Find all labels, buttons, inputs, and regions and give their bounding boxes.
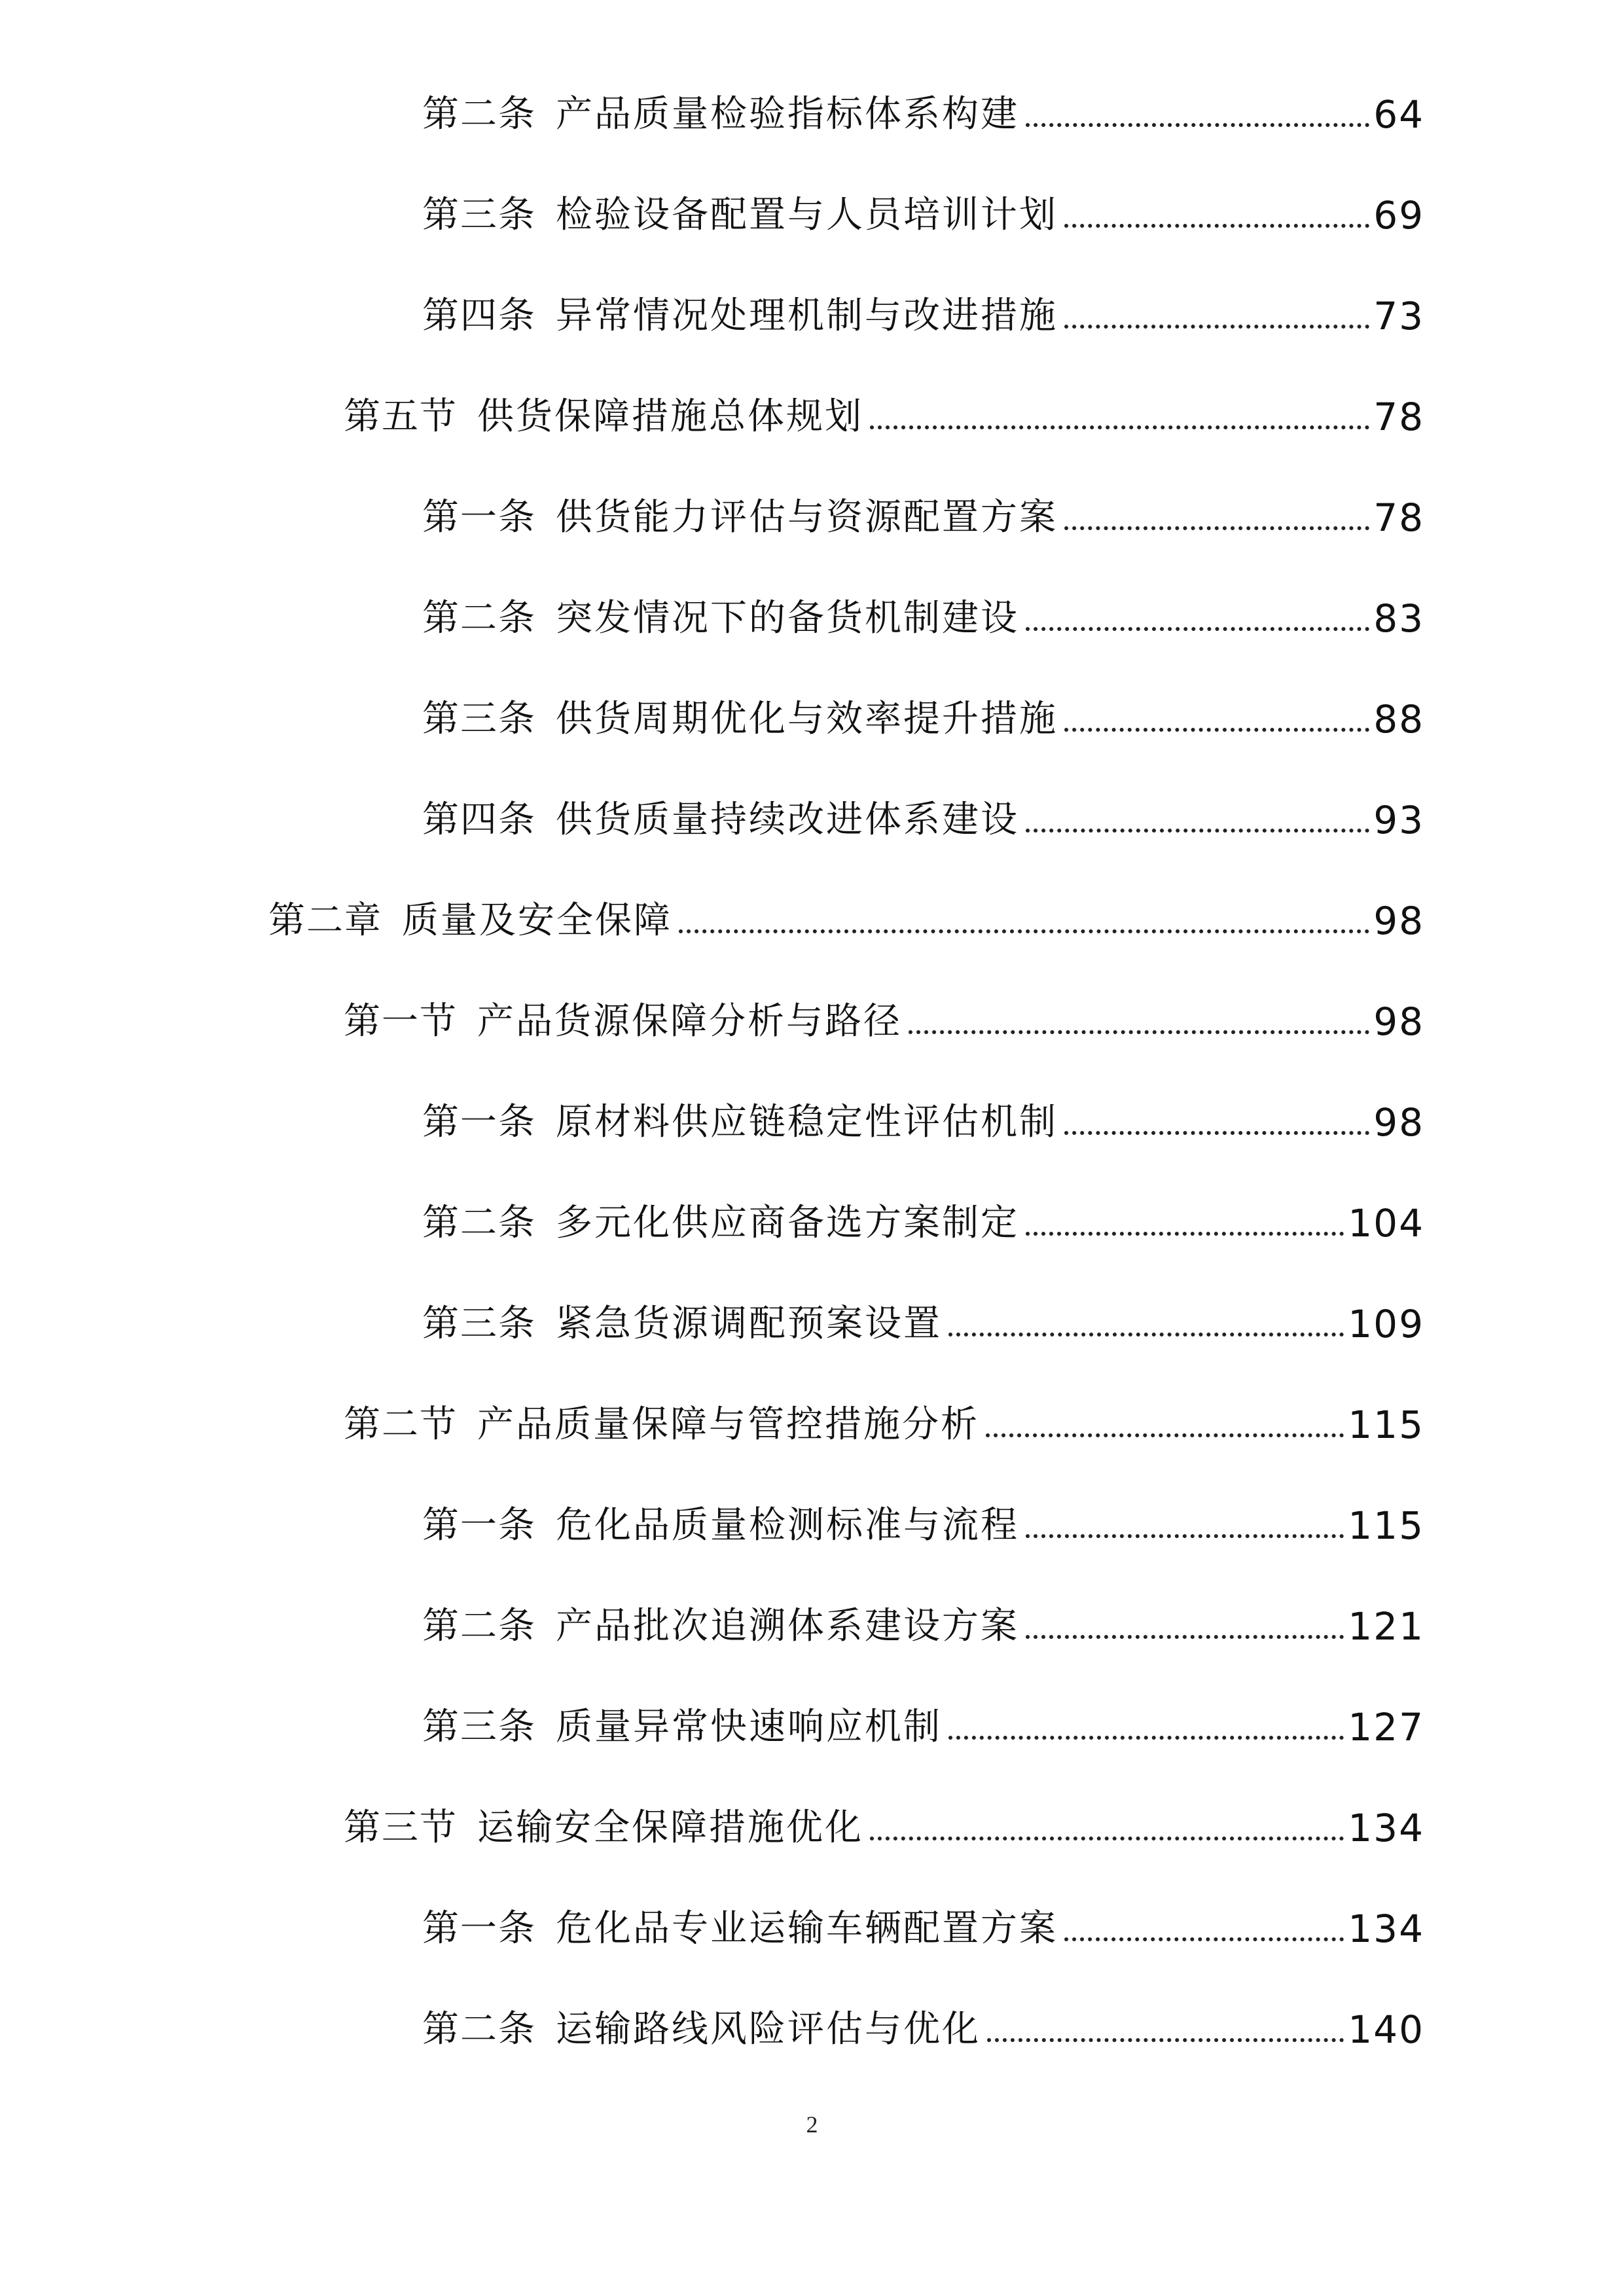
toc-entry-number: 第一条 [422,1504,536,1547]
toc-entry-number: 第四条 [422,798,536,841]
toc-entry-title: 运输安全保障措施优化 [477,1806,863,1849]
toc-entry-number: 第二条 [422,2008,536,2051]
toc-entry-page: 121 [1348,1604,1424,1649]
toc-entry-title: 运输路线风险评估与优化 [556,2008,981,2051]
toc-entry-page: 115 [1348,1503,1424,1548]
toc-entry-page: 134 [1348,1907,1424,1951]
toc-entry-page: 83 [1373,596,1424,641]
page-number: 2 [806,2111,818,2138]
toc-entry-number: 第一条 [422,1101,536,1143]
dot-leader [870,1837,1344,1840]
toc-entry-number: 第二条 [422,1202,536,1244]
toc-entry-page: 78 [1373,395,1424,439]
toc-entry-page: 115 [1348,1403,1424,1447]
toc-entry-title: 质量及安全保障 [402,899,672,942]
toc-entry-number: 第三条 [422,698,536,740]
toc-entry-number: 第一条 [422,1907,536,1950]
toc-entry-number: 第二条 [422,1605,536,1647]
toc-entry-title: 原材料供应链稳定性评估机制 [556,1101,1058,1143]
toc-entry-page: 140 [1348,2007,1424,2052]
toc-entry-page: 98 [1373,1100,1424,1145]
toc-entry-title: 危化品质量检测标准与流程 [556,1504,1019,1547]
toc-entry-page: 93 [1373,798,1424,842]
toc-entry[interactable] [422,589,1424,648]
toc-entry-page: 69 [1373,193,1424,238]
dot-leader [870,425,1369,429]
dot-leader [1064,1937,1344,1941]
dot-leader [1026,627,1369,631]
dot-leader [1064,526,1369,530]
toc-entry-number: 第二条 [422,597,536,639]
toc-entry-number: 第一条 [422,496,536,539]
dot-leader [1064,325,1369,329]
toc-entry[interactable] [344,1799,1424,1857]
toc-entry-title: 质量异常快速响应机制 [556,1706,942,1748]
dot-leader [987,2038,1344,2042]
toc-entry-title: 多元化供应商备选方案制定 [556,1202,1019,1244]
dot-leader [986,1433,1344,1437]
toc-entry-page: 88 [1373,697,1424,742]
toc-entry-title: 供货周期优化与效率提升措施 [556,698,1058,740]
toc-entry[interactable] [344,1395,1424,1454]
toc-entry[interactable] [422,791,1424,850]
toc-entry-title: 产品货源保障分析与路径 [477,1000,902,1043]
toc-entry[interactable] [422,488,1424,547]
toc-entry-title: 产品批次追溯体系建设方案 [556,1605,1019,1647]
toc-entry[interactable] [422,1295,1424,1354]
toc-entry-page: 134 [1348,1806,1424,1850]
toc-entry-number: 第三节 [344,1806,458,1849]
dot-leader [1064,224,1369,228]
toc-entry[interactable] [422,186,1424,245]
toc-entry[interactable] [344,387,1424,446]
toc-entry-number: 第一节 [344,1000,458,1043]
toc-entry-title: 产品质量保障与管控措施分析 [477,1403,979,1446]
toc-entry-title: 危化品专业运输车辆配置方案 [556,1907,1058,1950]
toc-entry-title: 供货保障措施总体规划 [477,395,863,438]
dot-leader [948,1736,1344,1740]
toc-entry[interactable] [422,1093,1424,1152]
toc-entry-page: 98 [1373,999,1424,1044]
toc-entry-page: 73 [1373,294,1424,338]
dot-leader [1026,1232,1344,1236]
dot-leader [948,1333,1344,1336]
toc-entry[interactable] [422,1899,1424,1958]
toc-entry[interactable] [344,992,1424,1051]
toc-entry-page: 98 [1373,899,1424,943]
toc-entry-number: 第二节 [344,1403,458,1446]
dot-leader [1026,1635,1344,1639]
toc-entry-number: 第三条 [422,1302,536,1345]
toc-entry[interactable] [422,1496,1424,1555]
toc-entry[interactable] [422,2000,1424,2059]
toc-entry-number: 第二章 [268,899,382,942]
toc-entry-title: 异常情况处理机制与改进措施 [556,295,1058,337]
toc-entry-number: 第三条 [422,1706,536,1748]
toc-entry[interactable] [422,1194,1424,1253]
toc-entry[interactable] [422,85,1424,144]
toc-entry-number: 第五节 [344,395,458,438]
toc-entry[interactable] [268,891,1424,950]
dot-leader [1064,728,1369,732]
toc-entry-number: 第二条 [422,93,536,135]
toc-entry-title: 检验设备配置与人员培训计划 [556,194,1058,236]
toc-entry-title: 供货能力评估与资源配置方案 [556,496,1058,539]
toc-entry-number: 第三条 [422,194,536,236]
dot-leader [679,929,1369,933]
toc-entry-page: 104 [1348,1201,1424,1246]
toc-entry-title: 供货质量持续改进体系建设 [556,798,1019,841]
toc-entry-number: 第四条 [422,295,536,337]
toc-entry[interactable] [422,287,1424,346]
toc-entry-title: 紧急货源调配预案设置 [556,1302,942,1345]
dot-leader [1026,829,1369,833]
dot-leader [1026,123,1369,127]
toc-entry-page: 64 [1373,92,1424,137]
dot-leader [909,1030,1369,1034]
dot-leader [1064,1131,1369,1135]
toc-entry[interactable] [422,1597,1424,1656]
toc-entry[interactable] [422,690,1424,749]
toc-entry-page: 127 [1348,1705,1424,1749]
toc-entry-title: 突发情况下的备货机制建设 [556,597,1019,639]
toc-entry[interactable] [422,1698,1424,1757]
dot-leader [1026,1534,1344,1538]
toc-entry-page: 78 [1373,495,1424,540]
toc-entry-page: 109 [1348,1302,1424,1346]
toc-entry-title: 产品质量检验指标体系构建 [556,93,1019,135]
